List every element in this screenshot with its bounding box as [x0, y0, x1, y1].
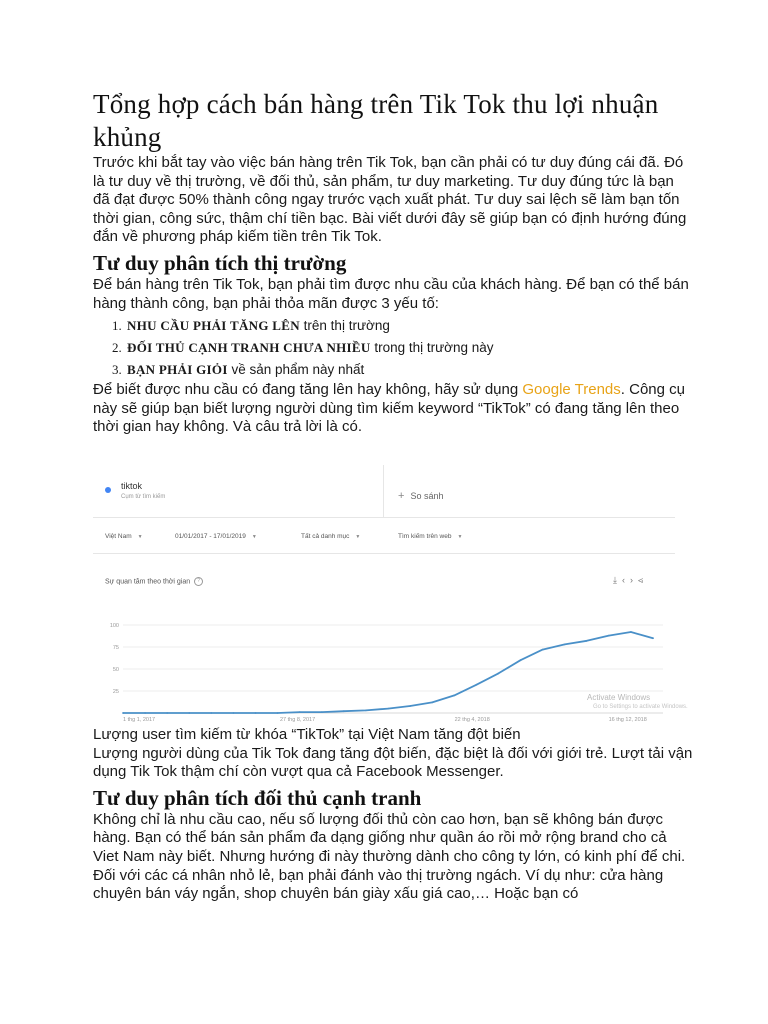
filter-label: Việt Nam — [105, 533, 132, 540]
search-term-name: tiktok — [121, 481, 143, 491]
interest-over-time-chart — [93, 595, 675, 723]
data-point — [144, 712, 146, 714]
data-point — [387, 708, 389, 710]
chart-tools — [613, 575, 648, 586]
market-paragraph: Để bán hàng trên Tik Tok, bạn phải tìm được nhu cầu của khách hàng. Để bạn có thể bán hàng thành công, bạn phải thỏa mãn được 3 yếu tố: — [93, 275, 689, 312]
data-point — [630, 631, 632, 633]
list-item-bold: ĐỐI THỦ CẠNH TRANH CHƯA NHIỀU — [127, 340, 371, 356]
section-heading-market: Tư duy phân tích thị trường — [93, 250, 347, 275]
data-point — [409, 705, 411, 707]
chart-subtitle — [105, 577, 203, 586]
trends-topbar — [93, 465, 675, 518]
compare-label: So sánh — [410, 491, 444, 501]
data-point — [542, 649, 544, 651]
y-tick-label: 100 — [109, 623, 119, 629]
windows-watermark: Activate Windows — [587, 693, 651, 702]
data-point — [255, 712, 257, 714]
factor-list — [93, 315, 693, 381]
filter-date[interactable] — [175, 533, 257, 540]
data-point — [520, 659, 522, 661]
series-line — [123, 632, 653, 713]
download-icon[interactable]: ⤓ — [613, 575, 622, 585]
data-point — [365, 710, 367, 712]
help-icon[interactable]: ? — [194, 577, 203, 586]
y-tick-label: 25 — [112, 689, 119, 695]
compare-button[interactable] — [398, 490, 443, 502]
caret-down-icon: ▼ — [137, 534, 143, 540]
page-title: Tổng hợp cách bán hàng trên Tik Tok thu lợi nhuận khủng — [93, 89, 659, 152]
filter-bar — [93, 527, 675, 554]
growth-paragraph: Lượng người dùng của Tik Tok đang tăng đột biến, đặc biệt là đối với giới trẻ. Lượt tải vận dụng Tik Tok thậm chí còn vượt qua cả Facebook Messenger. — [93, 744, 693, 781]
x-tick-label: 1 thg 1, 2017 — [123, 717, 156, 723]
search-term-type: Cụm từ tìm kiếm — [121, 494, 166, 500]
filter-category[interactable] — [301, 533, 360, 540]
list-item — [125, 337, 693, 359]
data-point — [166, 712, 168, 714]
x-tick-label: 16 thg 12, 2018 — [608, 717, 647, 723]
windows-watermark-sub: Go to Settings to activate Windows. — [593, 704, 688, 710]
list-item-text: trên thị trường — [299, 318, 390, 334]
google-trends-screenshot — [93, 465, 688, 723]
intro-paragraph: Trước khi bắt tay vào việc bán hàng trên Tik Tok, bạn cần phải có tư duy đúng cái đã. Đó là tư duy về thị trường, về đối thủ, sản phẩm, tư duy marketing. Tư duy đúng tức là bạn đã đạt được 50% thành công ngay trước vạch xuất phát. Tư duy sai lệch sẽ làm bạn tốn thời gian, công sức, thậm chí tiền bạc. Bài viết dưới đây sẽ giúp bạn có định hướng đúng đắn về phương pháp kiếm tiền trên Tik Tok. — [93, 154, 687, 246]
data-point — [188, 712, 190, 714]
section-heading-competitors: Tư duy phân tích đối thủ cạnh tranh — [93, 785, 422, 810]
list-item-bold: BẠN PHẢI GIỎI — [127, 362, 228, 378]
filter-search-type[interactable] — [398, 533, 462, 540]
data-point — [321, 711, 323, 713]
caret-down-icon: ▼ — [251, 534, 257, 540]
embed-icon[interactable]: ‹› — [621, 575, 638, 585]
trends-text-before: Để biết được nhu cầu có đang tăng lên hay không, hãy sử dụng — [93, 381, 523, 399]
data-point — [277, 712, 279, 714]
chart-caption: Lượng user tìm kiếm từ khóa “TikTok” tại Việt Nam tăng đột biến — [93, 726, 521, 743]
competitors-paragraph: Không chỉ là nhu cầu cao, nếu số lượng đối thủ còn cao hơn, bạn sẽ không bán được hàng. Bạn có thể bán sản phẩm đa dạng giống như quần áo rồi mở rộng brand cho cả Viet Nam này biết. Nhưng hướng đi này thường dành cho công ty lớn, có kinh phí để chi. — [93, 810, 686, 865]
niche-paragraph: Đối với các cá nhân nhỏ lẻ, bạn phải đánh vào thị trường ngách. Ví dụ như: cửa hàng chuyên bán váy ngắn, shop chuyên bán giày xấu giá cao,… Hoặc bạn có — [93, 866, 664, 903]
plus-icon: + — [398, 490, 405, 502]
trends-paragraph — [93, 381, 693, 437]
list-item — [125, 315, 693, 337]
google-trends-link[interactable]: Google Trends — [522, 381, 621, 399]
data-point — [122, 712, 124, 714]
data-point — [343, 710, 345, 712]
data-point — [233, 712, 235, 714]
data-point — [431, 702, 433, 704]
filter-label: Tất cả danh mục — [301, 533, 350, 540]
article — [93, 88, 693, 437]
series-dot-icon — [105, 487, 111, 493]
filter-label: Tìm kiếm trên web — [398, 533, 452, 540]
data-point — [586, 640, 588, 642]
x-tick-label: 22 thg 4, 2018 — [454, 717, 490, 723]
y-tick-label: 75 — [112, 645, 119, 651]
list-item-text: trong thị trường này — [370, 340, 494, 356]
filter-region[interactable] — [105, 533, 143, 540]
data-point — [652, 637, 654, 639]
list-item-bold: NHU CẦU PHẢI TĂNG LÊN — [127, 318, 300, 334]
caret-down-icon: ▼ — [355, 534, 361, 540]
list-item — [125, 359, 693, 381]
data-point — [608, 635, 610, 637]
x-tick-label: 27 thg 8, 2017 — [280, 717, 316, 723]
article-continued — [93, 726, 693, 904]
share-icon[interactable]: ⋖ — [637, 575, 649, 585]
caret-down-icon: ▼ — [457, 534, 463, 540]
data-point — [453, 695, 455, 697]
filter-label: 01/01/2017 - 17/01/2019 — [175, 533, 246, 540]
data-point — [475, 684, 477, 686]
chart-subtitle-text: Sự quan tâm theo thời gian — [105, 578, 191, 586]
data-point — [498, 673, 500, 675]
list-item-text: về sản phẩm này nhất — [227, 362, 365, 378]
trends-text-after: . Công cụ này sẽ giúp bạn biết lượng người dùng tìm kiếm keyword “TikTok” có đang tăng lên theo thời gian hay không. Và câu trả lời là có. — [93, 381, 685, 436]
data-point — [210, 712, 212, 714]
data-point — [299, 711, 301, 713]
divider — [383, 465, 384, 517]
y-tick-label: 50 — [112, 667, 119, 673]
data-point — [564, 644, 566, 646]
